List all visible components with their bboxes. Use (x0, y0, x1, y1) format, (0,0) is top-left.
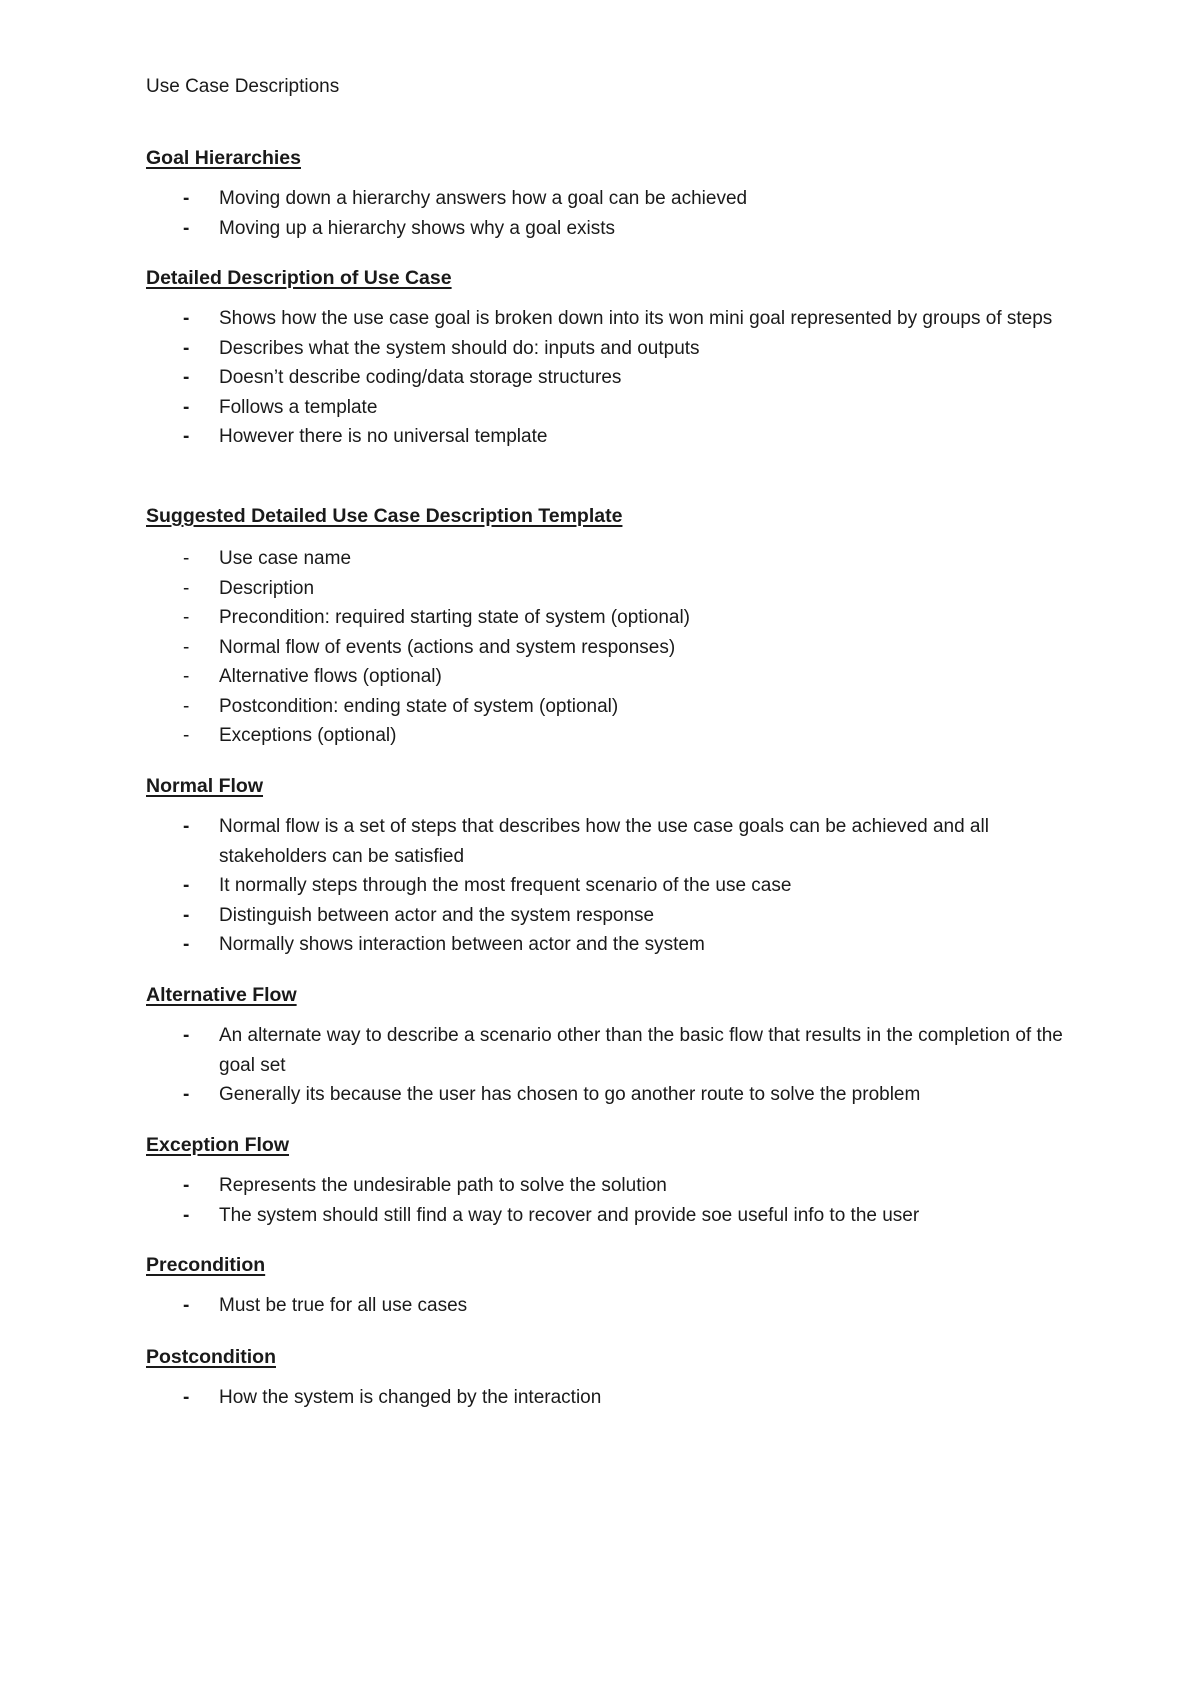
bullet-dash-icon: - (183, 636, 190, 658)
list-item: - Description (146, 574, 1086, 604)
list-item: - Generally its because the user has chosen to go another route to solve the problem (146, 1080, 1086, 1110)
bullet-dash-icon: - (183, 607, 190, 628)
section-exception-flow (146, 1133, 1086, 1230)
bullet-list (146, 1171, 1086, 1230)
section-heading: Postcondition (146, 1346, 276, 1368)
list-item: - Exceptions (optional) (146, 721, 1086, 751)
bullet-dash-icon: - (183, 426, 190, 447)
section-heading: Goal Hierarchies (146, 147, 301, 169)
section-goal-hierarchies (146, 146, 1086, 243)
list-item: - Normally shows interaction between actor and the system (146, 930, 1086, 960)
section-heading: Normal Flow (146, 775, 264, 797)
bullet-dash-icon: - (183, 548, 190, 569)
list-item: - Represents the undesirable path to solve the solution (146, 1171, 1086, 1201)
bullet-list (146, 812, 1086, 960)
list-item: - Use case name (146, 544, 1086, 574)
list-item: - Moving down a hierarchy answers how a goal can be achieved (146, 184, 1086, 214)
list-item: - Normal flow of events (actions and system responses) (146, 633, 1086, 663)
list-item: - Must be true for all use cases (146, 1291, 1086, 1321)
bullet-dash-icon: - (183, 816, 190, 837)
section-heading: Precondition (146, 1254, 266, 1276)
bullet-dash-icon: - (183, 308, 190, 329)
bullet-dash-icon: - (183, 725, 190, 746)
section-alternative-flow (146, 983, 1086, 1110)
list-item: - How the system is changed by the interaction (146, 1383, 1086, 1413)
section-template (146, 504, 1086, 751)
bullet-dash-icon: - (183, 875, 190, 896)
bullet-dash-icon: - (183, 337, 190, 359)
bullet-dash-icon: - (183, 1025, 190, 1046)
list-item: - Describes what the system should do: inputs and outputs (146, 334, 1086, 364)
bullet-dash-icon: - (183, 695, 190, 717)
list-item: - Doesn’t describe coding/data storage structures (146, 363, 1086, 393)
section-detailed-description (146, 266, 1086, 452)
section-heading: Suggested Detailed Use Case Description Template (146, 505, 623, 527)
list-item: - It normally steps through the most frequent scenario of the use case (146, 871, 1086, 901)
bullet-list (146, 1383, 1086, 1413)
list-item: - An alternate way to describe a scenario other than the basic flow that results in the completion of the goal set (146, 1021, 1086, 1080)
list-item: - However there is no universal template (146, 422, 1086, 452)
bullet-dash-icon: - (183, 217, 190, 239)
bullet-dash-icon: - (183, 396, 190, 418)
bullet-list (146, 184, 1086, 243)
bullet-dash-icon: - (183, 577, 190, 599)
bullet-list (146, 544, 1086, 751)
bullet-dash-icon: - (183, 367, 190, 388)
bullet-dash-icon: - (183, 1175, 190, 1196)
document-title: Use Case Descriptions (146, 76, 340, 97)
section-heading: Exception Flow (146, 1134, 290, 1156)
bullet-dash-icon: - (183, 904, 190, 926)
bullet-list (146, 1291, 1086, 1321)
list-item: - Moving up a hierarchy shows why a goal exists (146, 214, 1086, 244)
section-heading: Alternative Flow (146, 984, 297, 1006)
bullet-dash-icon: - (183, 934, 190, 955)
list-item: - Normal flow is a set of steps that describes how the use case goals can be achieved and all stakeholders can be satisfied (146, 812, 1086, 871)
list-item: - Precondition: required starting state of system (optional) (146, 603, 1086, 633)
section-normal-flow (146, 774, 1086, 960)
bullet-dash-icon: - (183, 1204, 190, 1226)
list-item: - Follows a template (146, 393, 1086, 423)
section-postcondition (146, 1345, 1086, 1413)
section-heading: Detailed Description of Use Case (146, 267, 452, 289)
list-item: - The system should still find a way to recover and provide soe useful info to the user (146, 1201, 1086, 1231)
bullet-dash-icon: - (183, 188, 190, 209)
bullet-list (146, 1021, 1086, 1110)
bullet-dash-icon: - (183, 666, 190, 687)
bullet-list (146, 304, 1086, 452)
section-precondition (146, 1253, 1086, 1321)
bullet-dash-icon: - (183, 1295, 190, 1316)
list-item: - Shows how the use case goal is broken down into its won mini goal represented by groups of steps (146, 304, 1086, 334)
bullet-dash-icon: - (183, 1084, 190, 1105)
bullet-dash-icon: - (183, 1387, 190, 1408)
list-item: - Distinguish between actor and the system response (146, 901, 1086, 931)
list-item: - Alternative flows (optional) (146, 662, 1086, 692)
list-item: - Postcondition: ending state of system (optional) (146, 692, 1086, 722)
